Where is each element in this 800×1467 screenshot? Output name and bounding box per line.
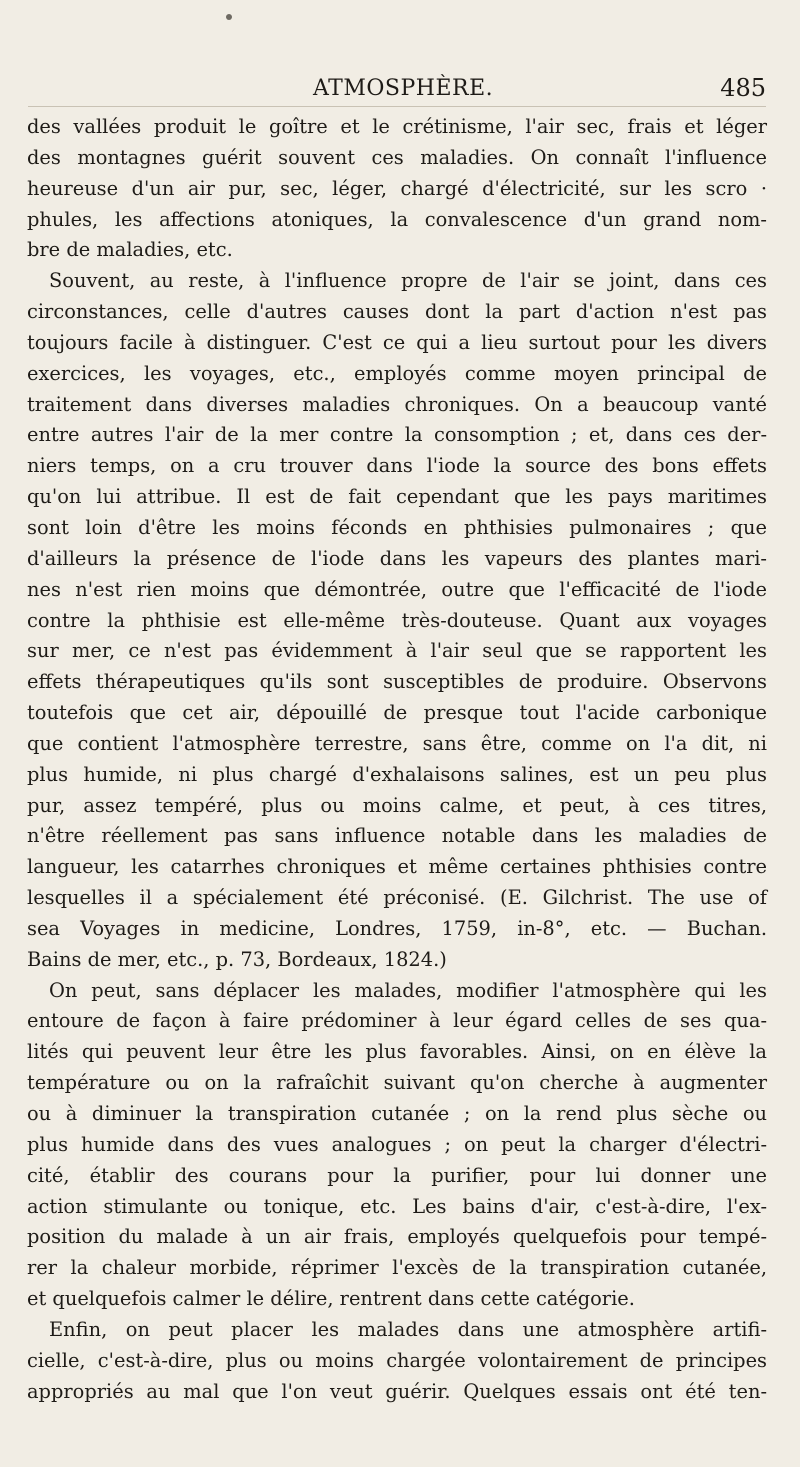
- text-line: lesquelles il a spécialement été préconisé. (E. Gilchrist. The use of: [27, 886, 767, 910]
- text-line: sur mer, ce n'est pas évidemment à l'air seul que se rapportent les: [27, 639, 767, 663]
- page-number: 485: [720, 74, 766, 102]
- text-line: lités qui peuvent leur être les plus favorables. Ainsi, on en élève la: [27, 1040, 767, 1064]
- text-line: que contient l'atmosphère terrestre, sans être, comme on l'a dit, ni: [27, 731, 767, 755]
- text-line: circonstances, celle d'autres causes dont la part d'action n'est pas: [27, 300, 767, 324]
- text-line: et quelquefois calmer le délire, rentrent dans cette catégorie.: [27, 1287, 635, 1311]
- text-line: d'ailleurs la présence de l'iode dans les vapeurs des plantes mari-: [27, 546, 767, 570]
- text-line: qu'on lui attribue. Il est de fait cependant que les pays maritimes: [27, 485, 767, 509]
- text-line: nes n'est rien moins que démontrée, outre que l'efficacité de l'iode: [27, 577, 767, 601]
- text-line: traitement dans diverses maladies chroniques. On a beaucoup vanté: [27, 392, 767, 416]
- text-line: action stimulante ou tonique, etc. Les bains d'air, c'est-à-dire, l'ex-: [27, 1194, 767, 1218]
- text-line: toutefois que cet air, dépouillé de presque tout l'acide carbonique: [27, 701, 767, 725]
- text-line: position du malade à un air frais, employés quelquefois pour tempé-: [27, 1225, 767, 1249]
- running-header: [28, 74, 766, 107]
- paragraph-start-line: Souvent, au reste, à l'influence propre de l'air se joint, dans ces: [49, 269, 767, 293]
- text-line: contre la phthisie est elle-même très-douteuse. Quant aux voyages: [27, 608, 767, 632]
- text-line: bre de maladies, etc.: [27, 238, 233, 262]
- ink-speck: [226, 14, 232, 20]
- text-line: température ou on la rafraîchit suivant qu'on cherche à augmenter: [27, 1071, 767, 1095]
- text-line: niers temps, on a cru trouver dans l'iode la source des bons effets: [27, 454, 767, 478]
- text-line: toujours facile à distinguer. C'est ce qui a lieu surtout pour les divers: [27, 330, 767, 354]
- text-line: plus humide dans des vues analogues ; on peut la charger d'électri-: [27, 1132, 767, 1156]
- text-line: ou à diminuer la transpiration cutanée ; on la rend plus sèche ou: [27, 1102, 767, 1125]
- running-title: ATMOSPHÈRE.: [313, 76, 494, 101]
- text-line: cielle, c'est-à-dire, plus ou moins chargée volontairement de principes: [27, 1348, 767, 1372]
- text-line: effets thérapeutiques qu'ils sont susceptibles de produire. Observons: [27, 670, 767, 694]
- text-line: des montagnes guérit souvent ces maladies. On connaît l'influence: [27, 145, 767, 169]
- text-line: exercices, les voyages, etc., employés comme moyen principal de: [27, 361, 767, 385]
- text-line: des vallées produit le goître et le crétinisme, l'air sec, frais et léger: [27, 115, 767, 138]
- text-line: entoure de façon à faire prédominer à leur égard celles de ses qua-: [27, 1009, 767, 1033]
- text-line: heureuse d'un air pur, sec, léger, chargé d'électricité, sur les scro ·: [27, 176, 767, 200]
- text-line: langueur, les catarrhes chroniques et même certaines phthisies contre: [27, 855, 767, 879]
- text-line: rer la chaleur morbide, réprimer l'excès de la transpiration cutanée,: [27, 1256, 767, 1280]
- text-line: appropriés au mal que l'on veut guérir. Quelques essais ont été ten-: [27, 1379, 767, 1403]
- text-line: n'être réellement pas sans influence notable dans les maladies de: [27, 824, 767, 848]
- text-line: phules, les affections atoniques, la convalescence d'un grand nom-: [27, 207, 767, 231]
- text-line: pur, assez tempéré, plus ou moins calme, et peut, à ces titres,: [27, 793, 767, 817]
- text-line: Bains de mer, etc., p. 73, Bordeaux, 1824.): [27, 947, 447, 971]
- text-line: plus humide, ni plus chargé d'exhalaisons salines, est un peu plus: [27, 762, 767, 786]
- text-line: cité, établir des courans pour la purifier, pour lui donner une: [27, 1163, 767, 1187]
- paragraph-start-line: On peut, sans déplacer les malades, modifier l'atmosphère qui les: [49, 978, 767, 1002]
- text-line: sea Voyages in medicine, Londres, 1759, in-8°, etc. — Buchan.: [27, 916, 767, 940]
- text-line: sont loin d'être les moins féconds en phthisies pulmonaires ; que: [27, 515, 767, 539]
- body-text: [27, 112, 767, 1407]
- paragraph-start-line: Enfin, on peut placer les malades dans une atmosphère artifi-: [49, 1317, 767, 1341]
- text-line: entre autres l'air de la mer contre la consomption ; et, dans ces der-: [27, 423, 767, 447]
